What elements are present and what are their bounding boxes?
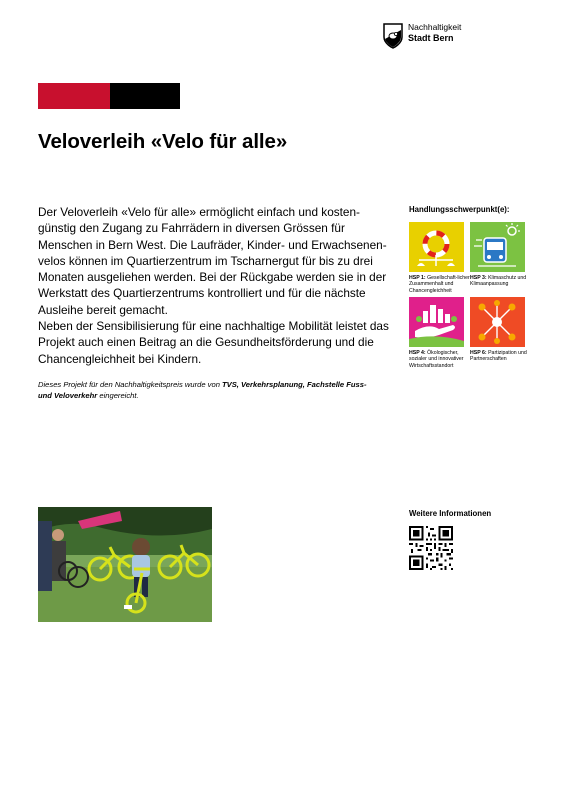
hsp-label-6: Partizipation und Partnerschaften xyxy=(470,350,527,363)
bern-coat-of-arms-icon xyxy=(382,22,404,50)
hsp-code-6: HSP 6: xyxy=(470,350,487,356)
hsp-caption-6 xyxy=(470,350,538,363)
description-paragraph-1: Der Veloverleih «Velo für alle» ermöglicht einfach und kosten-günstig den Zugang zu Fahrrädern in diversen Grössen für Menschen in Bern West. Die Laufräder, Kinder- und Erwachsenen-velos können im Quartierzentrum im Tscharnergut für bis zu drei Monaten ausgeliehen werden. Bei der Rückgabe werden sie in der Werkstatt des Quartierzentrums kontrolliert und für die nächste Ausleihe bereit gemacht. xyxy=(38,205,387,317)
city-logo xyxy=(382,22,461,50)
red-color-bar xyxy=(38,83,110,109)
hsp-caption-1 xyxy=(409,275,477,294)
bus-sun-icon xyxy=(470,222,525,272)
hsp-caption-3 xyxy=(470,275,538,288)
hsp-title: Handlungsschwerpunkt(e): xyxy=(409,205,510,214)
hsp-code-3: HSP 3: xyxy=(470,275,487,281)
balance-lifebuoy-icon xyxy=(409,222,464,272)
hsp-caption-4 xyxy=(409,350,477,369)
black-color-bar xyxy=(110,83,180,109)
network-people-icon xyxy=(470,297,525,347)
note-orgs: TVS, Verkehrsplanung, Fachstelle Fuss- und Veloverkehr xyxy=(38,380,367,400)
logo-line2: Stadt Bern xyxy=(408,33,454,43)
hsp-item-4 xyxy=(409,297,464,369)
hsp-item-3 xyxy=(470,222,525,288)
page-title: Veloverleih «Velo für alle» xyxy=(38,130,288,153)
child-bikes-photo xyxy=(38,507,212,622)
qr-code-icon[interactable] xyxy=(409,526,453,570)
more-info-title: Weitere Informationen xyxy=(409,509,492,518)
logo-line1: Nachhaltigkeit xyxy=(408,22,462,32)
hsp-code-1: HSP 1: xyxy=(409,275,426,281)
note-suffix: eingereicht. xyxy=(97,390,139,400)
hsp-label-3: Klimaschutz und Klimaanpassung xyxy=(470,275,527,288)
project-description xyxy=(38,204,390,367)
description-paragraph-2: Neben der Sensibilisierung für eine nachhaltige Mobilität leistet das Projekt auch einen Beitrag an die Gesundheitsförderung und die Chancengleichheit bei Kindern. xyxy=(38,319,389,366)
hand-city-icon xyxy=(409,297,464,347)
hsp-label-1: Gesellschaft-licher Zusammenhalt und Chancengleichheit xyxy=(409,275,470,294)
hsp-code-4: HSP 4: xyxy=(409,350,426,356)
hsp-item-1 xyxy=(409,222,470,294)
hsp-label-4: Ökologischer, sozialer und innovativer Wirtschaftsstandort xyxy=(409,350,464,369)
note-prefix: Dieses Projekt für den Nachhaltigkeitspreis wurde von xyxy=(38,380,223,389)
submission-note xyxy=(38,380,378,401)
hsp-item-6 xyxy=(470,297,525,363)
